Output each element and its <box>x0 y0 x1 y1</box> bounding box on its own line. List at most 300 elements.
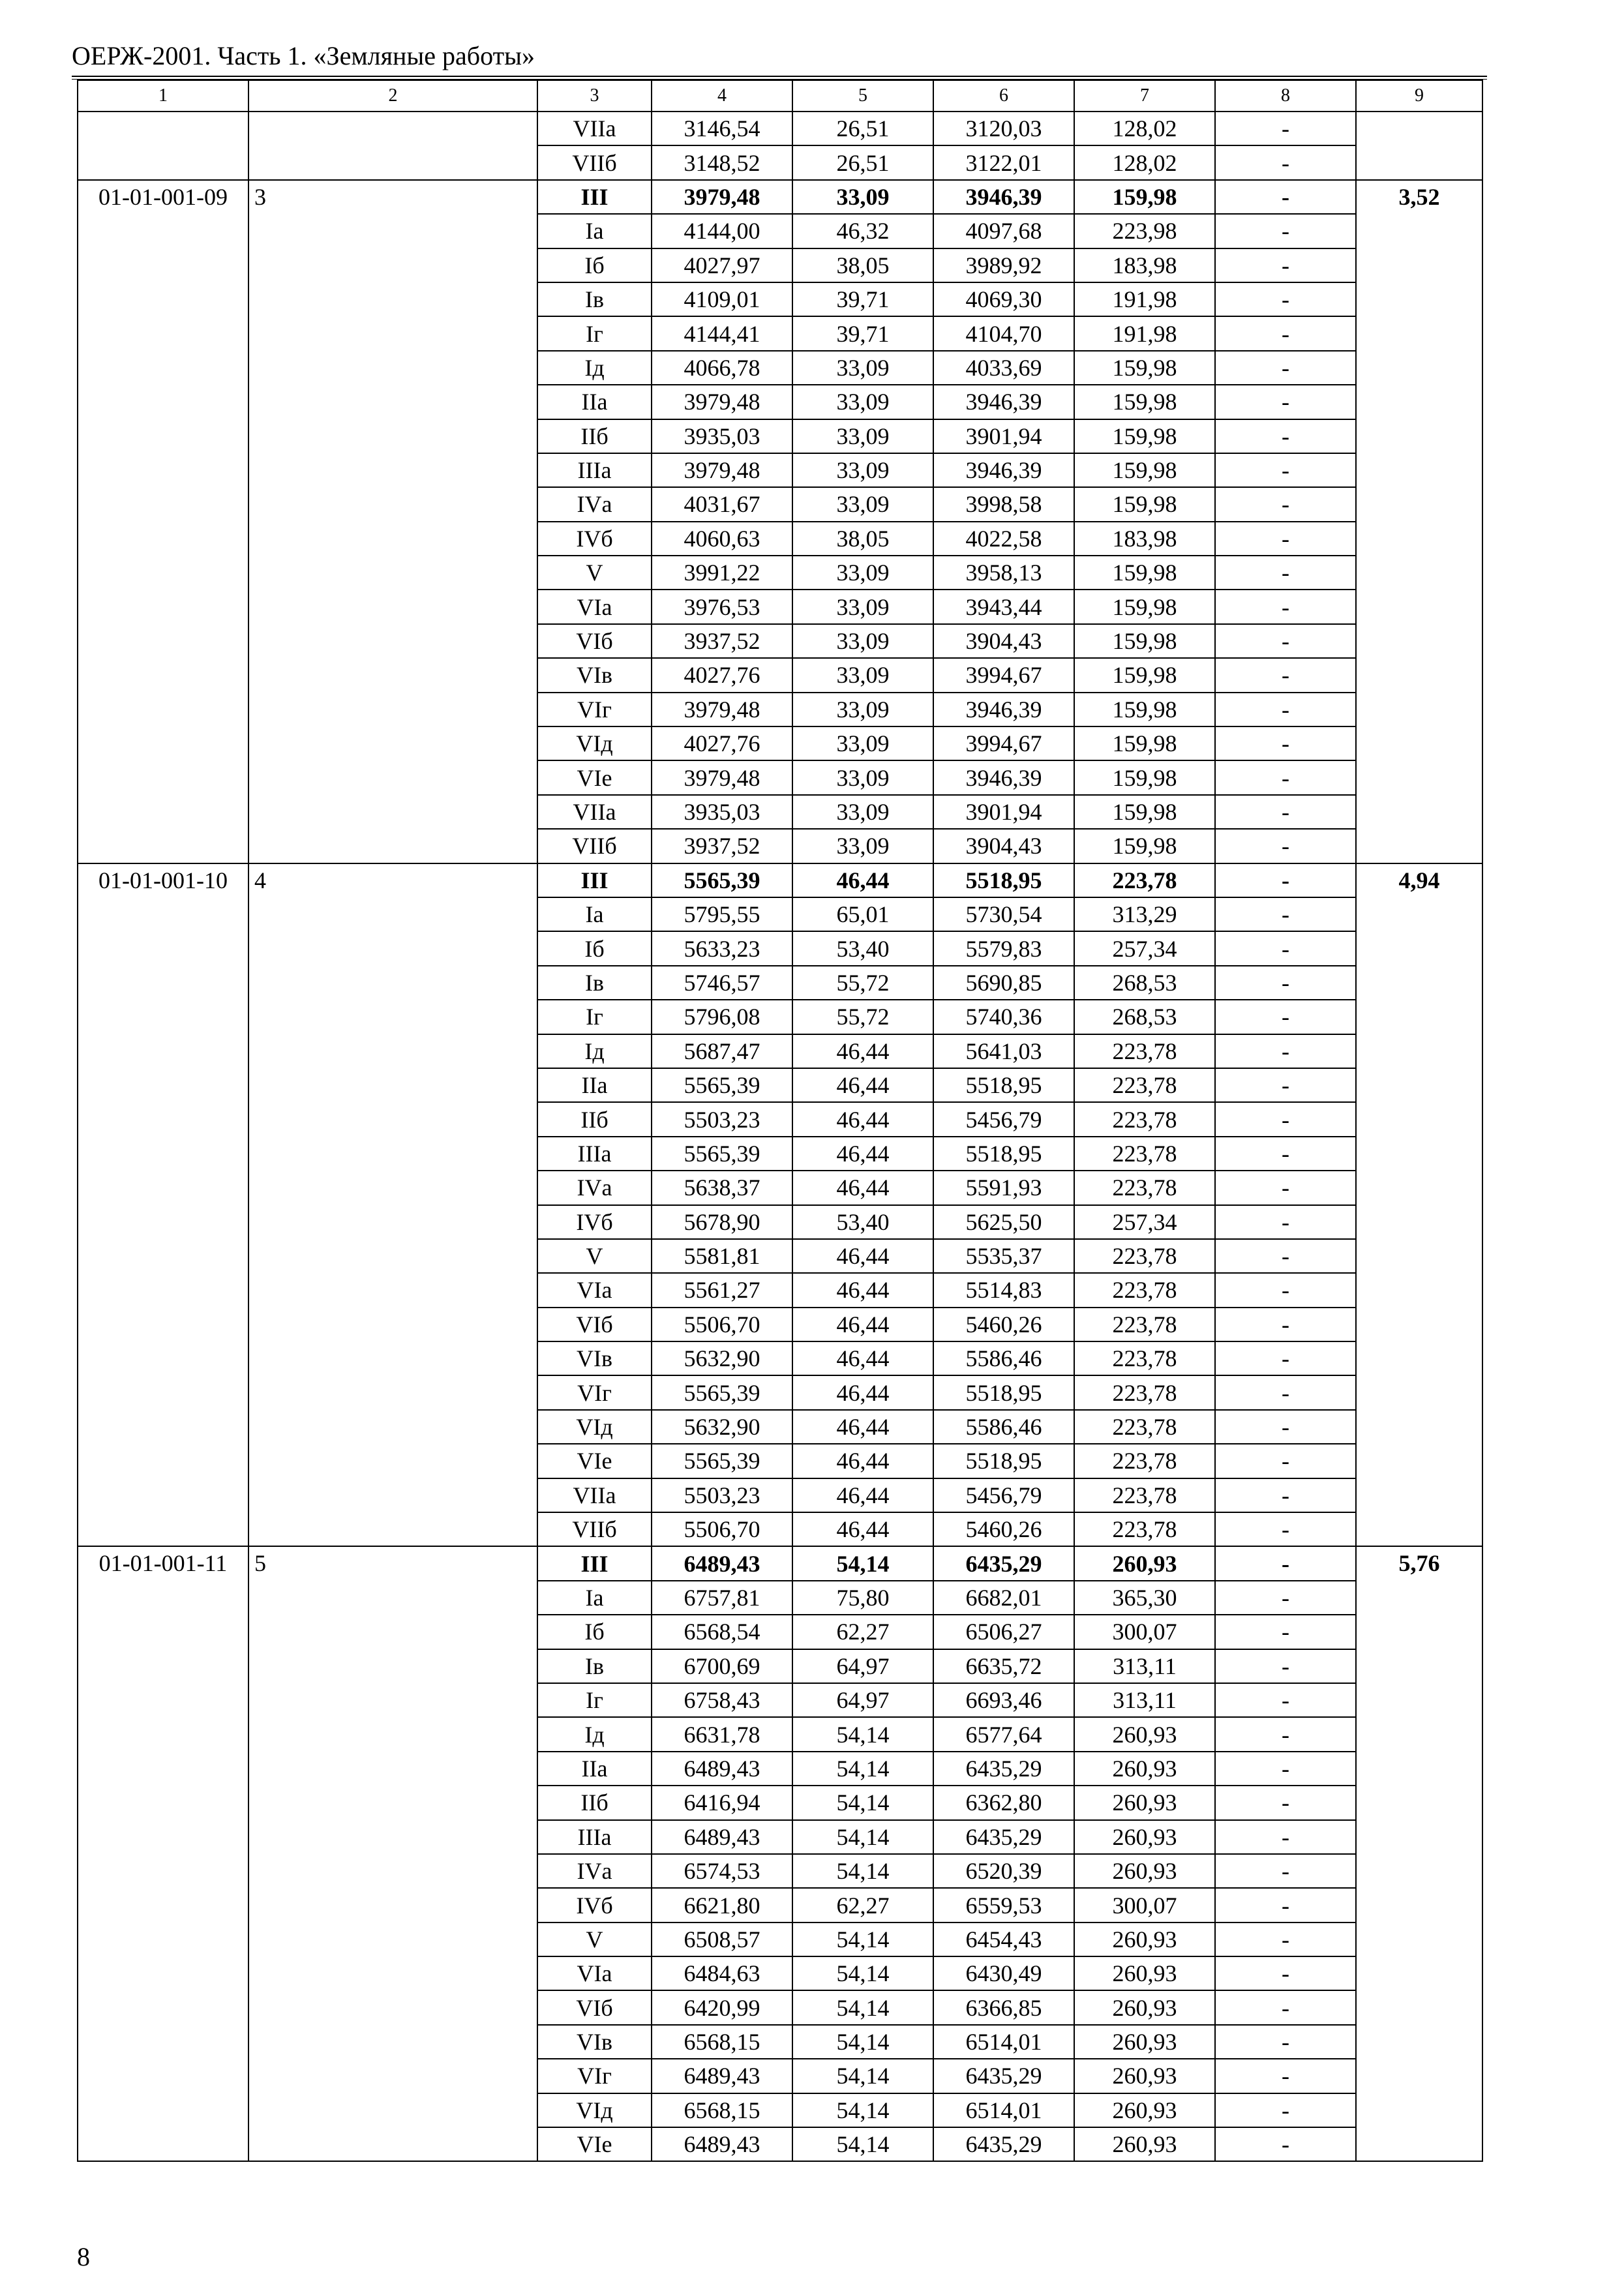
soil-group-cell: V <box>537 1239 652 1273</box>
value-cell: 3122,01 <box>933 145 1074 179</box>
value-cell: 6366,85 <box>933 1990 1074 2024</box>
value-cell: 54,14 <box>792 2093 933 2127</box>
value-cell: 159,98 <box>1074 693 1215 726</box>
value-cell: - <box>1215 1102 1356 1136</box>
value-cell: 5687,47 <box>652 1034 792 1068</box>
value-cell: 5456,79 <box>933 1102 1074 1136</box>
soil-group-cell: IIб <box>537 419 652 453</box>
value-cell: 38,05 <box>792 248 933 282</box>
soil-group-cell: IIб <box>537 1786 652 1819</box>
value-cell: 46,44 <box>792 1034 933 1068</box>
soil-group-cell: IVа <box>537 1854 652 1888</box>
soil-group-cell: VIе <box>537 760 652 794</box>
value-cell: - <box>1215 1341 1356 1375</box>
value-cell: - <box>1215 624 1356 658</box>
value-cell: 128,02 <box>1074 145 1215 179</box>
value-cell: 183,98 <box>1074 522 1215 556</box>
value-cell: 4060,63 <box>652 522 792 556</box>
value-cell: 223,78 <box>1074 1308 1215 1341</box>
column-number-row <box>78 80 1482 112</box>
value-cell: 5581,81 <box>652 1239 792 1273</box>
value-cell: 5796,08 <box>652 1000 792 1034</box>
column-number: 7 <box>1074 80 1215 112</box>
rate-code: 01-01-001-11 <box>78 1546 248 2161</box>
value-cell: 33,09 <box>792 419 933 453</box>
value-cell: 6758,43 <box>652 1683 792 1717</box>
value-cell: 3943,44 <box>933 590 1074 623</box>
value-cell: 3979,48 <box>652 760 792 794</box>
value-cell: 223,78 <box>1074 1478 1215 1512</box>
value-cell: 3979,48 <box>652 385 792 419</box>
value-cell: 260,93 <box>1074 1922 1215 1956</box>
column-number: 9 <box>1356 80 1482 112</box>
value-cell: - <box>1215 863 1356 897</box>
value-cell: 46,44 <box>792 1375 933 1409</box>
soil-group-cell: III <box>537 180 652 214</box>
value-cell: 3946,39 <box>933 385 1074 419</box>
value-cell: 128,02 <box>1074 112 1215 145</box>
value-cell: 313,11 <box>1074 1683 1215 1717</box>
value-cell: 65,01 <box>792 897 933 931</box>
value-cell: 159,98 <box>1074 795 1215 829</box>
value-cell: 46,44 <box>792 1102 933 1136</box>
value-cell: 46,44 <box>792 1068 933 1102</box>
value-cell: 300,07 <box>1074 1888 1215 1922</box>
soil-group-cell: Iв <box>537 282 652 316</box>
value-cell: 3904,43 <box>933 829 1074 863</box>
value-cell: 4033,69 <box>933 351 1074 385</box>
value-cell: 6489,43 <box>652 2059 792 2093</box>
soil-group-cell: VIIб <box>537 1512 652 1546</box>
soil-group-cell: III <box>537 1546 652 1580</box>
value-cell: 223,78 <box>1074 1375 1215 1409</box>
value-cell: 38,05 <box>792 522 933 556</box>
value-cell: 3991,22 <box>652 556 792 590</box>
value-cell: 260,93 <box>1074 1752 1215 1786</box>
value-cell: 5632,90 <box>652 1410 792 1444</box>
soil-group-cell: VIб <box>537 624 652 658</box>
soil-group-cell: IVа <box>537 487 652 521</box>
value-cell: 3148,52 <box>652 145 792 179</box>
value-cell: 6693,46 <box>933 1683 1074 1717</box>
value-cell: 223,78 <box>1074 863 1215 897</box>
value-cell: 5503,23 <box>652 1102 792 1136</box>
value-cell: 5632,90 <box>652 1341 792 1375</box>
value-cell: - <box>1215 248 1356 282</box>
value-cell: 33,09 <box>792 487 933 521</box>
value-cell: 3901,94 <box>933 795 1074 829</box>
value-cell: 33,09 <box>792 726 933 760</box>
value-cell: 6489,43 <box>652 1752 792 1786</box>
table-row <box>78 1546 1482 1580</box>
value-cell: - <box>1215 693 1356 726</box>
value-cell: 3904,43 <box>933 624 1074 658</box>
value-cell: 260,93 <box>1074 2093 1215 2127</box>
value-cell: 33,09 <box>792 693 933 726</box>
value-cell: - <box>1215 590 1356 623</box>
soil-group-cell: VIв <box>537 2025 652 2059</box>
value-cell: 5565,39 <box>652 863 792 897</box>
value-cell: - <box>1215 1546 1356 1580</box>
soil-group-cell: IIIа <box>537 1820 652 1854</box>
index-cell <box>1356 112 1482 180</box>
value-cell: 54,14 <box>792 1956 933 1990</box>
soil-group-cell: Iв <box>537 966 652 1000</box>
soil-group-cell: VIг <box>537 1375 652 1409</box>
value-cell: - <box>1215 1171 1356 1204</box>
value-cell: 260,93 <box>1074 1956 1215 1990</box>
value-cell: 3989,92 <box>933 248 1074 282</box>
value-cell: 183,98 <box>1074 248 1215 282</box>
value-cell: - <box>1215 897 1356 931</box>
soil-group-cell: IIб <box>537 1102 652 1136</box>
soil-group-cell: IVб <box>537 522 652 556</box>
value-cell: 46,44 <box>792 1171 933 1204</box>
value-cell: - <box>1215 1478 1356 1512</box>
value-cell: 46,44 <box>792 1308 933 1341</box>
soil-group-cell: IVа <box>537 1171 652 1204</box>
value-cell: 5460,26 <box>933 1308 1074 1341</box>
value-cell: 5795,55 <box>652 897 792 931</box>
soil-group-cell: III <box>537 863 652 897</box>
value-cell: 223,78 <box>1074 1512 1215 1546</box>
value-cell: 54,14 <box>792 1786 933 1819</box>
column-number: 1 <box>78 80 248 112</box>
value-cell: 260,93 <box>1074 2059 1215 2093</box>
value-cell: - <box>1215 2025 1356 2059</box>
soil-group-cell: VIд <box>537 1410 652 1444</box>
value-cell: - <box>1215 1375 1356 1409</box>
value-cell: 223,78 <box>1074 1034 1215 1068</box>
value-cell: 313,29 <box>1074 897 1215 931</box>
soil-group-cell: V <box>537 1922 652 1956</box>
value-cell: - <box>1215 487 1356 521</box>
value-cell: - <box>1215 1922 1356 1956</box>
soil-group-cell: VIв <box>537 658 652 692</box>
soil-group-cell: IIа <box>537 1752 652 1786</box>
value-cell: 159,98 <box>1074 487 1215 521</box>
value-cell: - <box>1215 2093 1356 2127</box>
value-cell: 5518,95 <box>933 1444 1074 1478</box>
value-cell: 54,14 <box>792 1717 933 1751</box>
value-cell: - <box>1215 1786 1356 1819</box>
value-cell: 6435,29 <box>933 1546 1074 1580</box>
value-cell: 6577,64 <box>933 1717 1074 1751</box>
value-cell: 5506,70 <box>652 1308 792 1341</box>
document-title: ОЕРЖ-2001. Часть 1. «Земляные работы» <box>72 41 535 70</box>
value-cell: 3935,03 <box>652 419 792 453</box>
value-cell: 3937,52 <box>652 829 792 863</box>
value-cell: 54,14 <box>792 1820 933 1854</box>
value-cell: 5565,39 <box>652 1068 792 1102</box>
value-cell: 33,09 <box>792 829 933 863</box>
soil-group-cell: Iв <box>537 1649 652 1683</box>
value-cell: 6435,29 <box>933 1820 1074 1854</box>
soil-group-cell: Iг <box>537 316 652 350</box>
table-row <box>78 180 1482 214</box>
value-cell: 260,93 <box>1074 1786 1215 1819</box>
value-cell: 257,34 <box>1074 1205 1215 1239</box>
soil-group-cell: VIг <box>537 693 652 726</box>
value-cell: 54,14 <box>792 1546 933 1580</box>
value-cell: 223,78 <box>1074 1239 1215 1273</box>
value-cell: - <box>1215 1820 1356 1854</box>
value-cell: 33,09 <box>792 658 933 692</box>
value-cell: 5460,26 <box>933 1512 1074 1546</box>
value-cell: 46,44 <box>792 1410 933 1444</box>
value-cell: 5641,03 <box>933 1034 1074 1068</box>
value-cell: 3979,48 <box>652 180 792 214</box>
value-cell: - <box>1215 1717 1356 1751</box>
value-cell: 300,07 <box>1074 1615 1215 1649</box>
value-cell: - <box>1215 931 1356 965</box>
soil-group-cell: VIIа <box>537 795 652 829</box>
value-cell: - <box>1215 1888 1356 1922</box>
value-cell: - <box>1215 1683 1356 1717</box>
value-cell: 55,72 <box>792 1000 933 1034</box>
value-cell: 5565,39 <box>652 1444 792 1478</box>
value-cell: 365,30 <box>1074 1581 1215 1615</box>
value-cell: - <box>1215 1410 1356 1444</box>
soil-group-cell: IIIа <box>537 453 652 487</box>
value-cell: 33,09 <box>792 180 933 214</box>
soil-group-cell: Iа <box>537 897 652 931</box>
value-cell: 223,78 <box>1074 1273 1215 1307</box>
value-cell: 268,53 <box>1074 1000 1215 1034</box>
value-cell: 33,09 <box>792 556 933 590</box>
value-cell: 3946,39 <box>933 180 1074 214</box>
value-cell: 3901,94 <box>933 419 1074 453</box>
value-cell: - <box>1215 1034 1356 1068</box>
soil-group-cell: Iд <box>537 1034 652 1068</box>
value-cell: 33,09 <box>792 624 933 658</box>
value-cell: 6621,80 <box>652 1888 792 1922</box>
value-cell: 6568,15 <box>652 2025 792 2059</box>
page-number: 8 <box>77 2242 90 2271</box>
soil-group-cell: Iг <box>537 1683 652 1717</box>
value-cell: 3935,03 <box>652 795 792 829</box>
value-cell: - <box>1215 1068 1356 1102</box>
value-cell: 54,14 <box>792 1752 933 1786</box>
value-cell: 223,78 <box>1074 1444 1215 1478</box>
value-cell: 6420,99 <box>652 1990 792 2024</box>
value-cell: 5518,95 <box>933 1068 1074 1102</box>
value-cell: 46,44 <box>792 1239 933 1273</box>
value-cell: 54,14 <box>792 2025 933 2059</box>
soil-group-cell: VIе <box>537 2127 652 2161</box>
value-cell: 5561,27 <box>652 1273 792 1307</box>
value-cell: 260,93 <box>1074 1990 1215 2024</box>
column-number: 4 <box>652 80 792 112</box>
value-cell: - <box>1215 658 1356 692</box>
value-cell: 5503,23 <box>652 1478 792 1512</box>
value-cell: - <box>1215 795 1356 829</box>
soil-group-cell: Iа <box>537 1581 652 1615</box>
value-cell: 64,97 <box>792 1649 933 1683</box>
soil-group-cell: VIд <box>537 726 652 760</box>
soil-group-cell: VIIа <box>537 1478 652 1512</box>
rate-code: 01-01-001-10 <box>78 863 248 1547</box>
value-cell: 6635,72 <box>933 1649 1074 1683</box>
value-cell: 4027,76 <box>652 726 792 760</box>
soil-group-cell: IIа <box>537 1068 652 1102</box>
value-cell: 5638,37 <box>652 1171 792 1204</box>
value-cell: 260,93 <box>1074 1820 1215 1854</box>
value-cell: - <box>1215 2127 1356 2161</box>
rate-code <box>78 112 248 180</box>
value-cell: 191,98 <box>1074 316 1215 350</box>
value-cell: 6489,43 <box>652 1546 792 1580</box>
value-cell: - <box>1215 1239 1356 1273</box>
value-cell: - <box>1215 522 1356 556</box>
value-cell: 33,09 <box>792 453 933 487</box>
value-cell: 5746,57 <box>652 966 792 1000</box>
soil-group-cell: VIб <box>537 1308 652 1341</box>
value-cell: - <box>1215 1308 1356 1341</box>
rate-code: 01-01-001-09 <box>78 180 248 863</box>
value-cell: 3146,54 <box>652 112 792 145</box>
value-cell: 46,44 <box>792 1273 933 1307</box>
value-cell: 75,80 <box>792 1581 933 1615</box>
value-cell: 159,98 <box>1074 590 1215 623</box>
value-cell: 4104,70 <box>933 316 1074 350</box>
value-cell: 257,34 <box>1074 931 1215 965</box>
value-cell: 260,93 <box>1074 1717 1215 1751</box>
value-cell: 159,98 <box>1074 180 1215 214</box>
value-cell: 159,98 <box>1074 726 1215 760</box>
value-cell: 4097,68 <box>933 214 1074 248</box>
value-cell: 3979,48 <box>652 453 792 487</box>
value-cell: 6506,27 <box>933 1615 1074 1649</box>
value-cell: 5535,37 <box>933 1239 1074 1273</box>
value-cell: 39,71 <box>792 316 933 350</box>
value-cell: 46,44 <box>792 1341 933 1375</box>
value-cell: 4066,78 <box>652 351 792 385</box>
rate-subgroup: 5 <box>248 1546 537 2161</box>
value-cell: 5591,93 <box>933 1171 1074 1204</box>
soil-group-cell: VIв <box>537 1341 652 1375</box>
rate-subgroup: 4 <box>248 863 537 1547</box>
value-cell: - <box>1215 966 1356 1000</box>
index-cell: 5,76 <box>1356 1546 1482 2161</box>
value-cell: 6574,53 <box>652 1854 792 1888</box>
soil-group-cell: VIIб <box>537 145 652 179</box>
value-cell: 5518,95 <box>933 863 1074 897</box>
value-cell: 223,78 <box>1074 1137 1215 1171</box>
value-cell: - <box>1215 1990 1356 2024</box>
value-cell: - <box>1215 1205 1356 1239</box>
column-number: 6 <box>933 80 1074 112</box>
value-cell: 6489,43 <box>652 2127 792 2161</box>
value-cell: 53,40 <box>792 931 933 965</box>
soil-group-cell: VIа <box>537 590 652 623</box>
value-cell: 5586,46 <box>933 1410 1074 1444</box>
value-cell: 26,51 <box>792 112 933 145</box>
value-cell: 6416,94 <box>652 1786 792 1819</box>
value-cell: - <box>1215 726 1356 760</box>
value-cell: 33,09 <box>792 351 933 385</box>
value-cell: 3120,03 <box>933 112 1074 145</box>
value-cell: 5518,95 <box>933 1375 1074 1409</box>
soil-group-cell: IVб <box>537 1888 652 1922</box>
value-cell: 33,09 <box>792 795 933 829</box>
value-cell: 6631,78 <box>652 1717 792 1751</box>
value-cell: - <box>1215 1956 1356 1990</box>
value-cell: 4144,00 <box>652 214 792 248</box>
value-cell: 54,14 <box>792 2127 933 2161</box>
value-cell: - <box>1215 556 1356 590</box>
value-cell: - <box>1215 351 1356 385</box>
value-cell: 5565,39 <box>652 1375 792 1409</box>
value-cell: 260,93 <box>1074 1854 1215 1888</box>
value-cell: - <box>1215 1752 1356 1786</box>
value-cell: 159,98 <box>1074 419 1215 453</box>
value-cell: 159,98 <box>1074 658 1215 692</box>
value-cell: 6568,54 <box>652 1615 792 1649</box>
value-cell: 6435,29 <box>933 1752 1074 1786</box>
value-cell: 159,98 <box>1074 624 1215 658</box>
value-cell: 5586,46 <box>933 1341 1074 1375</box>
value-cell: - <box>1215 112 1356 145</box>
value-cell: 191,98 <box>1074 282 1215 316</box>
value-cell: 260,93 <box>1074 2025 1215 2059</box>
value-cell: 5456,79 <box>933 1478 1074 1512</box>
value-cell: 54,14 <box>792 1922 933 1956</box>
soil-group-cell: Iб <box>537 931 652 965</box>
index-cell: 4,94 <box>1356 863 1482 1547</box>
value-cell: - <box>1215 1273 1356 1307</box>
value-cell: 5740,36 <box>933 1000 1074 1034</box>
value-cell: 54,14 <box>792 1990 933 2024</box>
value-cell: 3937,52 <box>652 624 792 658</box>
soil-group-cell: IIIа <box>537 1137 652 1171</box>
value-cell: 6454,43 <box>933 1922 1074 1956</box>
value-cell: 26,51 <box>792 145 933 179</box>
value-cell: - <box>1215 1649 1356 1683</box>
value-cell: 5730,54 <box>933 897 1074 931</box>
value-cell: - <box>1215 180 1356 214</box>
value-cell: 5678,90 <box>652 1205 792 1239</box>
value-cell: 4031,67 <box>652 487 792 521</box>
value-cell: 159,98 <box>1074 385 1215 419</box>
rate-subgroup <box>248 112 537 180</box>
value-cell: 3998,58 <box>933 487 1074 521</box>
value-cell: 260,93 <box>1074 1546 1215 1580</box>
value-cell: 159,98 <box>1074 351 1215 385</box>
value-cell: 4022,58 <box>933 522 1074 556</box>
soil-group-cell: Iа <box>537 214 652 248</box>
value-cell: 6508,57 <box>652 1922 792 1956</box>
value-cell: 46,32 <box>792 214 933 248</box>
table-row <box>78 112 1482 145</box>
value-cell: 3946,39 <box>933 760 1074 794</box>
soil-group-cell: IIа <box>537 385 652 419</box>
value-cell: 5506,70 <box>652 1512 792 1546</box>
soil-group-cell: VIа <box>537 1956 652 1990</box>
value-cell: 268,53 <box>1074 966 1215 1000</box>
soil-group-cell: V <box>537 556 652 590</box>
column-number: 2 <box>248 80 537 112</box>
value-cell: - <box>1215 1581 1356 1615</box>
soil-group-cell: VIб <box>537 1990 652 2024</box>
value-cell: 313,11 <box>1074 1649 1215 1683</box>
value-cell: - <box>1215 1512 1356 1546</box>
value-cell: 4109,01 <box>652 282 792 316</box>
value-cell: 159,98 <box>1074 556 1215 590</box>
value-cell: 6430,49 <box>933 1956 1074 1990</box>
value-cell: 6484,63 <box>652 1956 792 1990</box>
header-rule <box>72 76 1487 77</box>
